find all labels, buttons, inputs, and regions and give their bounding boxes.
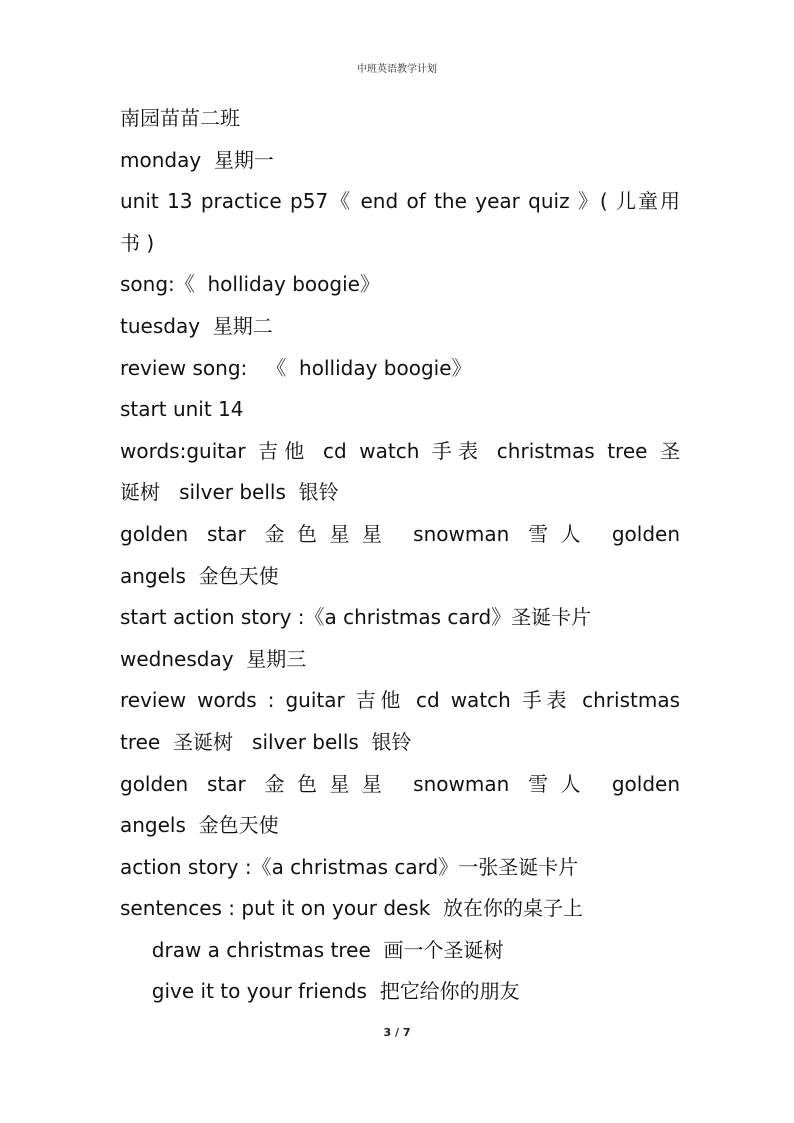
day-heading-tuesday: tuesday 星期二 [120, 313, 273, 338]
day-heading-wednesday: wednesday 星期三 [120, 646, 307, 671]
text-line: unit 13 practice p57《 end of the year quiz 》( 儿童用 [120, 189, 680, 214]
text-line: 诞树 silver bells 银铃 [120, 480, 339, 505]
text-line: review song: 《 holliday boogie》 [120, 355, 472, 380]
text-line: review words : guitar 吉他 cd watch 手表 christmas [120, 688, 680, 713]
text-line: 书 ) [120, 230, 155, 255]
text-line: angels 金色天使 [120, 563, 279, 588]
text-line: angels 金色天使 [120, 813, 279, 838]
text-line: start action story :《a christmas card》圣诞卡片 [120, 605, 592, 630]
text-line: start unit 14 [120, 397, 244, 422]
text-line: song:《 holliday boogie》 [120, 272, 380, 297]
page-number: 3 / 7 [383, 1026, 411, 1039]
document-body [120, 98, 680, 1013]
page-header-title: 中班英语教学计划 [357, 64, 437, 75]
text-line: golden star 金色星星 snowman 雪人 golden [120, 521, 680, 546]
text-line: golden star 金色星星 snowman 雪人 golden [120, 771, 680, 796]
text-line: give it to your friends 把它给你的朋友 [120, 979, 520, 1004]
class-name-line: 南园苗苗二班 [120, 106, 240, 130]
day-heading-monday: monday 星期一 [120, 147, 274, 172]
text-line: draw a christmas tree 画一个圣诞树 [120, 937, 504, 962]
text-line: action story :《a christmas card》一张圣诞卡片 [120, 854, 579, 879]
text-line: words:guitar 吉他 cd watch 手表 christmas tree 圣 [120, 438, 680, 463]
text-line: tree 圣诞树 silver bells 银铃 [120, 729, 412, 754]
text-line: sentences : put it on your desk 放在你的桌子上 [120, 896, 584, 921]
